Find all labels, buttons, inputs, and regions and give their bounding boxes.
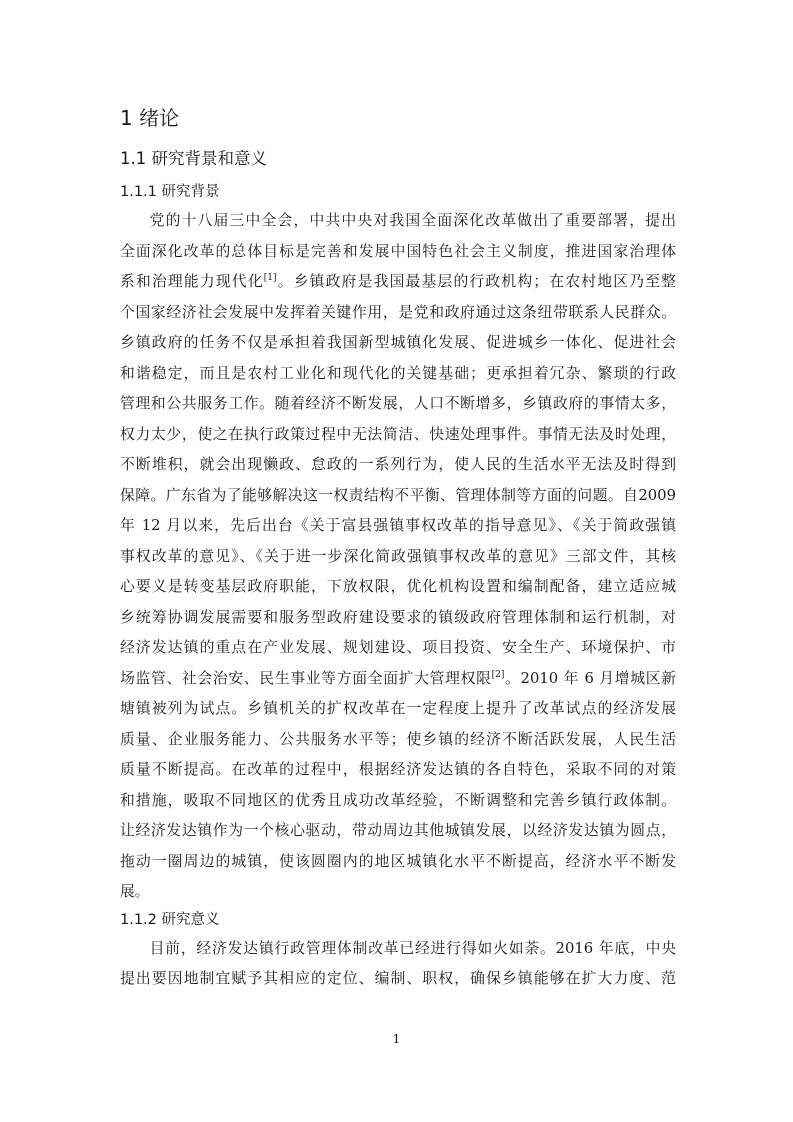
text-line: 乡统筹协调发展需要和服务型政府建设要求的镇级政府管理体制和运行机制，对 xyxy=(120,608,676,626)
page-number: 1 xyxy=(392,1032,401,1046)
text-line: 展。 xyxy=(120,883,150,900)
subsection-heading-research-background: 1.1.1 研究背景 xyxy=(120,184,220,200)
text-line: 和谐稳定，而且是农村工业化和现代化的关键基础；更承担着冗杂、繁琐的行政 xyxy=(120,364,676,382)
text-line: 个国家经济社会发展中发挥着关键作用，是党和政府通过这条纽带联系人民群众。 xyxy=(120,303,676,321)
text-line: 心要义是转变基层政府职能，下放权限，优化机构设置和编制配备，建立适应城 xyxy=(120,578,676,595)
text-line: 塘镇被列为试点。乡镇机关的扩权改革在一定程度上提升了改革试点的经济发展 xyxy=(120,700,676,717)
text-span: 。乡镇政府是我国最基层的行政机构；在农村地区乃至整 xyxy=(276,273,676,290)
subsection-heading-research-significance: 1.1.2 研究意义 xyxy=(120,911,220,928)
text-line: 和措施，吸取不同地区的优秀且成功改革经验，不断调整和完善乡镇行政体制。 xyxy=(120,791,676,809)
text-span: 。2010 年 6 月增城区新 xyxy=(504,669,676,687)
paragraph-research-background xyxy=(120,206,676,908)
text-span: 场监管、社会治安、民生事业等方面全面扩大管理权限 xyxy=(120,669,492,687)
text-line: 权力太少，使之在执行政策过程中无法简洁、快速处理事件。事情无法及时处理， xyxy=(120,425,676,443)
text-line: 全面深化改革的总体目标是完善和发展中国特色社会主义制度，推进国家治理体 xyxy=(120,242,676,260)
text-line: 经济发达镇的重点在产业发展、规划建设、项目投资、安全生产、环境保护、市 xyxy=(120,639,676,656)
text-line: 保障。广东省为了能够解决这一权责结构不平衡、管理体制等方面的问题。自2009 xyxy=(120,486,676,504)
text-line: 拖动一圈周边的城镇，使该圆圈内的地区城镇化水平不断提高，经济水平不断发 xyxy=(120,852,676,870)
text-line: 事权改革的意见》、《关于进一步深化简政强镇事权改革的意见》三部文件，其核 xyxy=(120,547,676,565)
text-line: 提出要因地制宜赋予其相应的定位、编制、职权，确保乡镇能够在扩大力度、范 xyxy=(120,970,676,987)
text-line: 乡镇政府的任务不仅是承担着我国新型城镇化发展、促进城乡一体化、促进社会 xyxy=(120,334,676,351)
text-line: 质量、企业服务能力、公共服务水平等；使乡镇的经济不断活跃发展，人民生活 xyxy=(120,730,676,748)
section-heading: 1.1 研究背景和意义 xyxy=(120,149,267,168)
text-line: 不断堆积，就会出现懒政、怠政的一系列行为，使人民的生活水平无法及时得到 xyxy=(120,456,676,473)
text-line: 年 12 月以来，先后出台《关于富县强镇事权改革的指导意见》、《关于简政强镇 xyxy=(120,517,676,534)
text-line xyxy=(120,267,676,298)
text-line: 党的十八届三中全会，中共中央对我国全面深化改革做出了重要部署，提出 xyxy=(149,212,676,229)
page-content xyxy=(120,100,676,995)
text-line xyxy=(120,664,676,695)
text-line: 质量不断提高。在改革的过程中，根据经济发达镇的各自特色，采取不同的对策 xyxy=(120,761,676,778)
text-line: 让经济发达镇作为一个核心驱动，带动周边其他城镇发展，以经济发达镇为圆点， xyxy=(120,822,676,839)
text-line: 管理和公共服务工作。随着经济不断发展，人口不断增多，乡镇政府的事情太多， xyxy=(120,395,676,412)
chapter-heading: 1 绪论 xyxy=(120,106,180,130)
text-span: 系和治理能力现代化 xyxy=(120,273,264,290)
citation-ref-1: [1] xyxy=(263,273,277,284)
paragraph-research-significance xyxy=(120,934,676,995)
citation-ref-2: [2] xyxy=(491,669,505,680)
text-line: 目前，经济发达镇行政管理体制改革已经进行得如火如荼。2016 年底，中央 xyxy=(149,939,676,957)
